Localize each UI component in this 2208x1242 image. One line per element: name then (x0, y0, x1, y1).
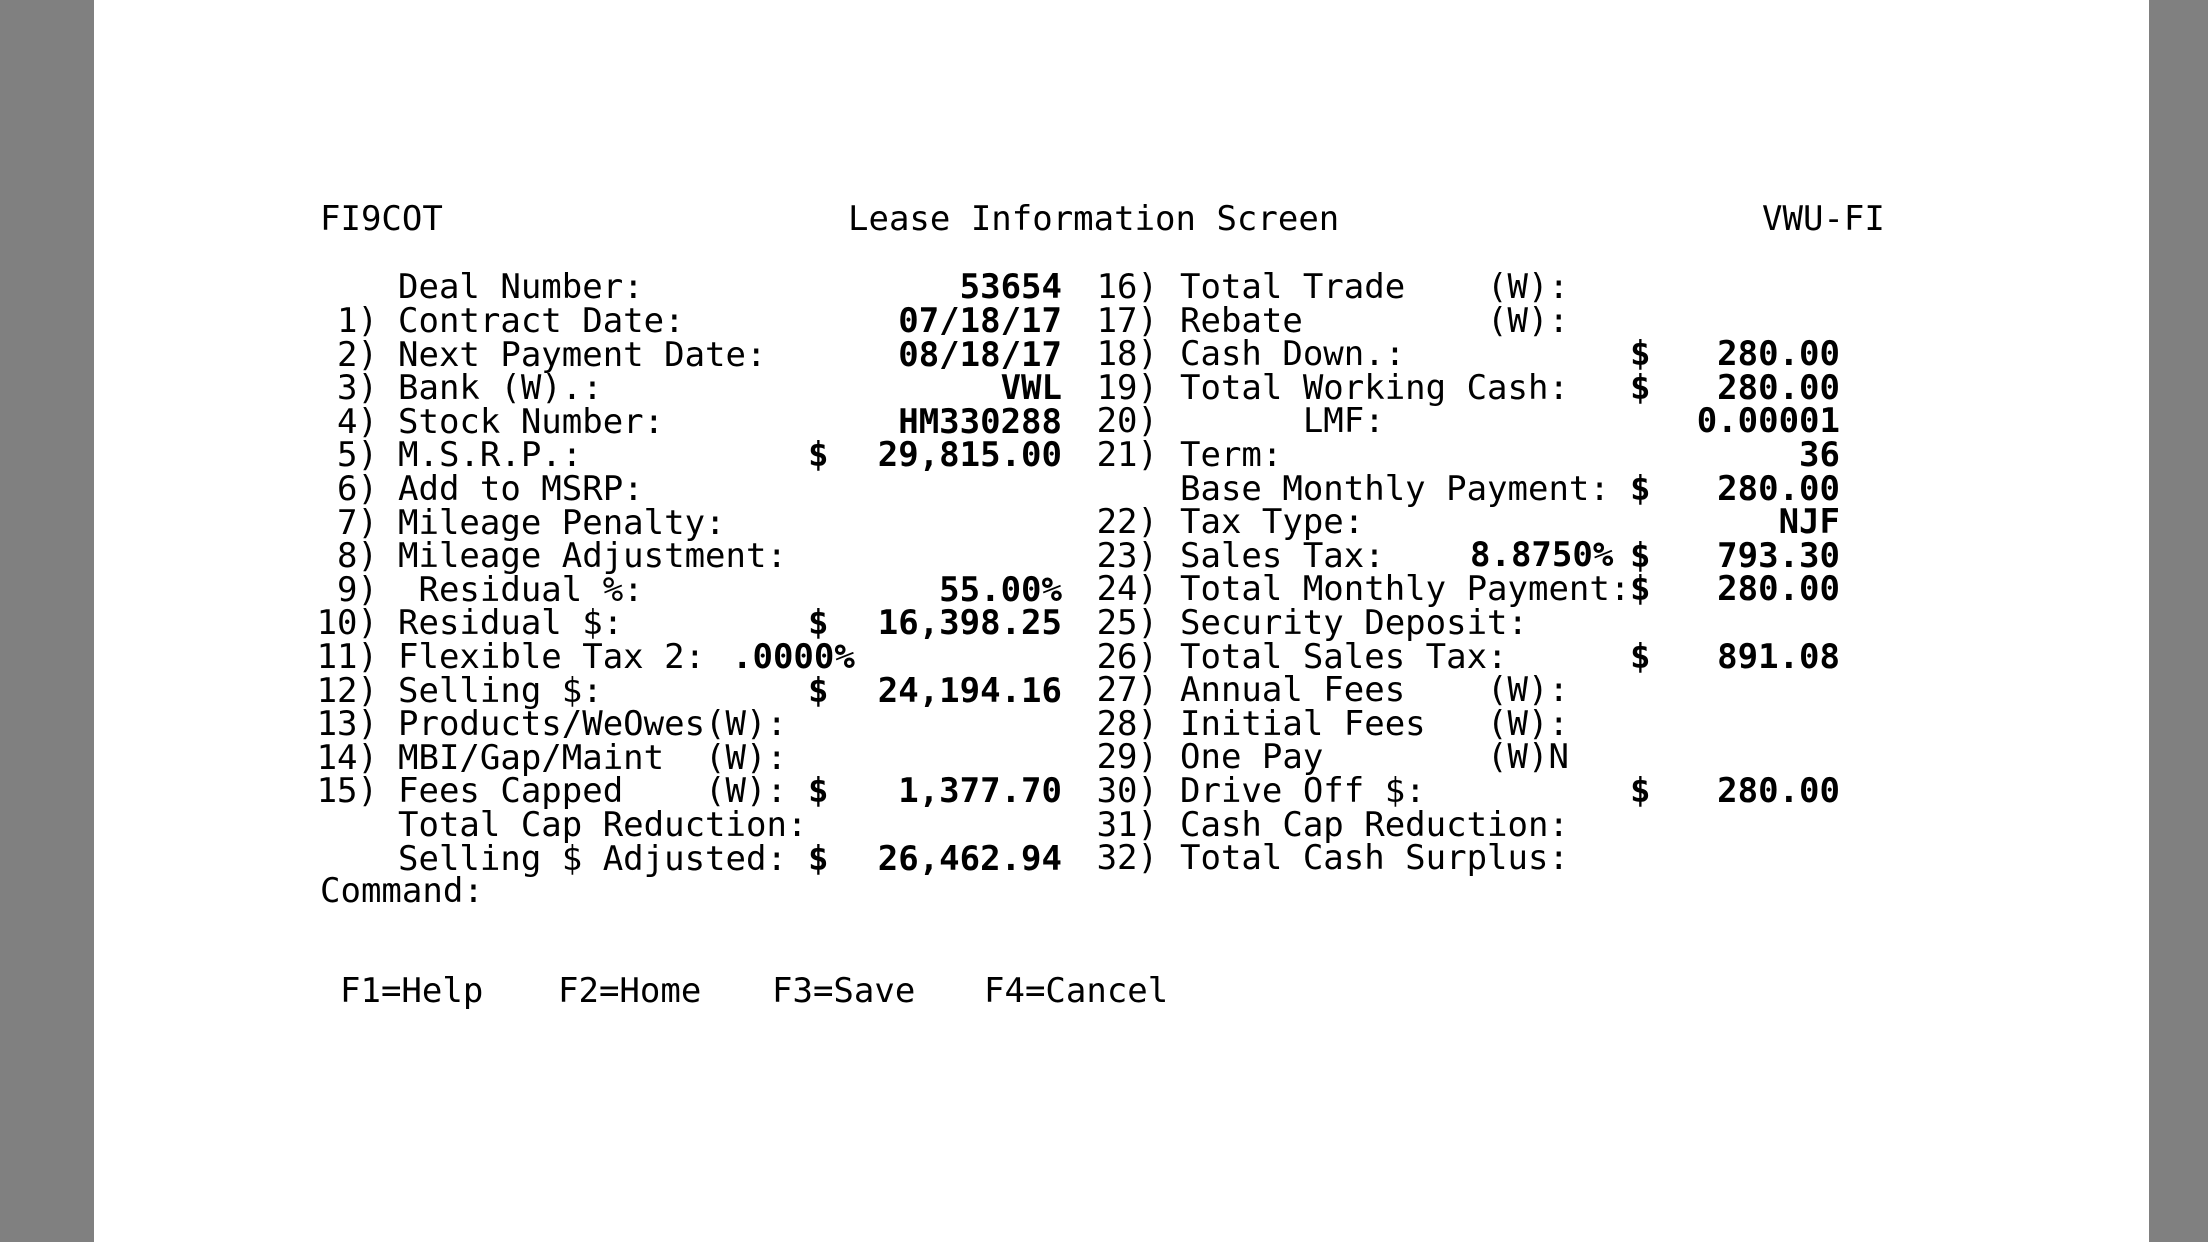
field-number: 8) (337, 536, 378, 576)
field-number: 31) (1096, 805, 1158, 845)
currency-symbol: $ (808, 603, 829, 643)
currency-symbol: $ (808, 435, 829, 475)
field-number: 13) (316, 704, 378, 744)
field-label: Residual $: (398, 603, 624, 643)
field-number: 28) (1096, 704, 1158, 744)
field-number: 1) (337, 301, 378, 341)
field-number: 22) (1096, 502, 1158, 542)
field-label: One Pay (W)N (1180, 737, 1569, 777)
field-label: Mileage Adjustment: (398, 536, 787, 576)
field-number: 18) (1096, 334, 1158, 374)
field-label: Next Payment Date: (398, 335, 767, 375)
deal-number-value: 53654 (959, 267, 1062, 307)
field-number: 27) (1096, 670, 1158, 710)
field-label: Stock Number: (398, 402, 665, 442)
field-number: 32) (1096, 838, 1158, 878)
field-label: Selling $ Adjusted: (398, 839, 787, 879)
field-label: Residual %: (398, 570, 644, 610)
field-value[interactable]: 280.00 (1717, 368, 1840, 408)
currency-symbol: $ (1630, 569, 1651, 609)
field-label: Cash Down.: (1180, 334, 1406, 374)
currency-symbol: $ (808, 839, 829, 879)
field-number: 25) (1096, 603, 1158, 643)
field-value[interactable]: 07/18/17 (898, 301, 1062, 341)
currency-symbol: $ (808, 671, 829, 711)
field-number: 19) (1096, 368, 1158, 408)
terminal-id: VWU-FI (1762, 199, 1885, 239)
field-label: Total Sales Tax: (1180, 637, 1508, 677)
field-label: Contract Date: (398, 301, 685, 341)
field-value[interactable]: 793.30 (1717, 536, 1840, 576)
field-label: Term: (1180, 435, 1283, 475)
field-value[interactable]: VWL (1000, 368, 1062, 408)
field-label: LMF: (1180, 401, 1385, 441)
field-label: Products/WeOwes(W): (398, 704, 787, 744)
field-label: Tax Type: (1180, 502, 1365, 542)
field-label: Initial Fees (W): (1180, 704, 1569, 744)
field-value[interactable]: 0.00001 (1696, 401, 1840, 441)
field-label: Bank (W).: (398, 368, 603, 408)
field-number: 29) (1096, 737, 1158, 777)
field-value[interactable]: 891.08 (1717, 637, 1840, 677)
field-number: 7) (337, 503, 378, 543)
program-id: FI9COT (320, 199, 443, 239)
field-number: 2) (337, 335, 378, 375)
field-label: MBI/Gap/Maint (W): (398, 738, 787, 778)
field-value[interactable]: 1,377.70 (898, 771, 1062, 811)
field-number: 15) (316, 771, 378, 811)
command-input[interactable] (480, 874, 1080, 908)
field-number: 6) (337, 469, 378, 509)
flexible-tax-rate[interactable]: .0000% (732, 637, 855, 677)
field-label: Annual Fees (W): (1180, 670, 1569, 710)
field-value[interactable]: 36 (1799, 435, 1840, 475)
f4-cancel-key[interactable]: F4=Cancel (984, 971, 1169, 1011)
field-value[interactable]: 08/18/17 (898, 335, 1062, 375)
field-number: 30) (1096, 771, 1158, 811)
field-label: Selling $: (398, 671, 603, 711)
field-number: 10) (316, 603, 378, 643)
field-label: Add to MSRP: (398, 469, 644, 509)
field-value[interactable]: 280.00 (1717, 569, 1840, 609)
field-number: 11) (316, 637, 378, 677)
f1-help-key[interactable]: F1=Help (340, 971, 484, 1011)
currency-symbol: $ (1630, 637, 1651, 677)
field-number: 17) (1096, 301, 1158, 341)
field-label: Sales Tax: (1180, 536, 1385, 576)
field-label: Rebate (W): (1180, 301, 1569, 341)
deal-number-label: Deal Number: (398, 267, 644, 307)
field-number: 14) (316, 738, 378, 778)
field-number: 3) (337, 368, 378, 408)
field-value[interactable]: 280.00 (1717, 334, 1840, 374)
screen-title: Lease Information Screen (848, 199, 1340, 239)
currency-symbol: $ (1630, 469, 1651, 509)
field-label: Cash Cap Reduction: (1180, 805, 1569, 845)
field-label: Security Deposit: (1180, 603, 1528, 643)
field-value[interactable]: 26,462.94 (877, 839, 1062, 879)
field-number: 16) (1096, 267, 1158, 307)
field-value[interactable]: 280.00 (1717, 771, 1840, 811)
field-label: Fees Capped (W): (398, 771, 787, 811)
field-value[interactable]: 16,398.25 (877, 603, 1062, 643)
field-label: Flexible Tax 2: (398, 637, 706, 677)
field-number: 21) (1096, 435, 1158, 475)
field-value[interactable]: 55.00% (939, 570, 1062, 610)
field-value[interactable]: 29,815.00 (877, 435, 1062, 475)
field-label: Total Cap Reduction: (398, 805, 808, 845)
field-number: 26) (1096, 637, 1158, 677)
field-value[interactable]: 280.00 (1717, 469, 1840, 509)
field-label: M.S.R.P.: (398, 435, 583, 475)
field-label: Total Monthly Payment: (1180, 569, 1631, 609)
f3-save-key[interactable]: F3=Save (772, 971, 916, 1011)
field-value[interactable]: NJF (1778, 502, 1840, 542)
field-number: 23) (1096, 536, 1158, 576)
field-value[interactable]: HM330288 (898, 402, 1062, 442)
f2-home-key[interactable]: F2=Home (558, 971, 702, 1011)
field-label: Base Monthly Payment: (1180, 469, 1610, 509)
currency-symbol: $ (808, 771, 829, 811)
field-number: 9) (337, 570, 378, 610)
field-number: 20) (1096, 401, 1158, 441)
field-label: Total Cash Surplus: (1180, 838, 1569, 878)
field-label: Total Trade (W): (1180, 267, 1569, 307)
field-value[interactable]: 24,194.16 (877, 671, 1062, 711)
field-label: Drive Off $: (1180, 771, 1426, 811)
field-number: 12) (316, 671, 378, 711)
field-number: 5) (337, 435, 378, 475)
field-label: Mileage Penalty: (398, 503, 726, 543)
currency-symbol: $ (1630, 334, 1651, 374)
currency-symbol: $ (1630, 536, 1651, 576)
currency-symbol: $ (1630, 771, 1651, 811)
sales-tax-rate[interactable]: 8.8750% (1470, 535, 1614, 575)
command-label: Command: (320, 871, 484, 911)
field-number: 4) (337, 402, 378, 442)
currency-symbol: $ (1630, 368, 1651, 408)
field-label: Total Working Cash: (1180, 368, 1569, 408)
field-number: 24) (1096, 569, 1158, 609)
